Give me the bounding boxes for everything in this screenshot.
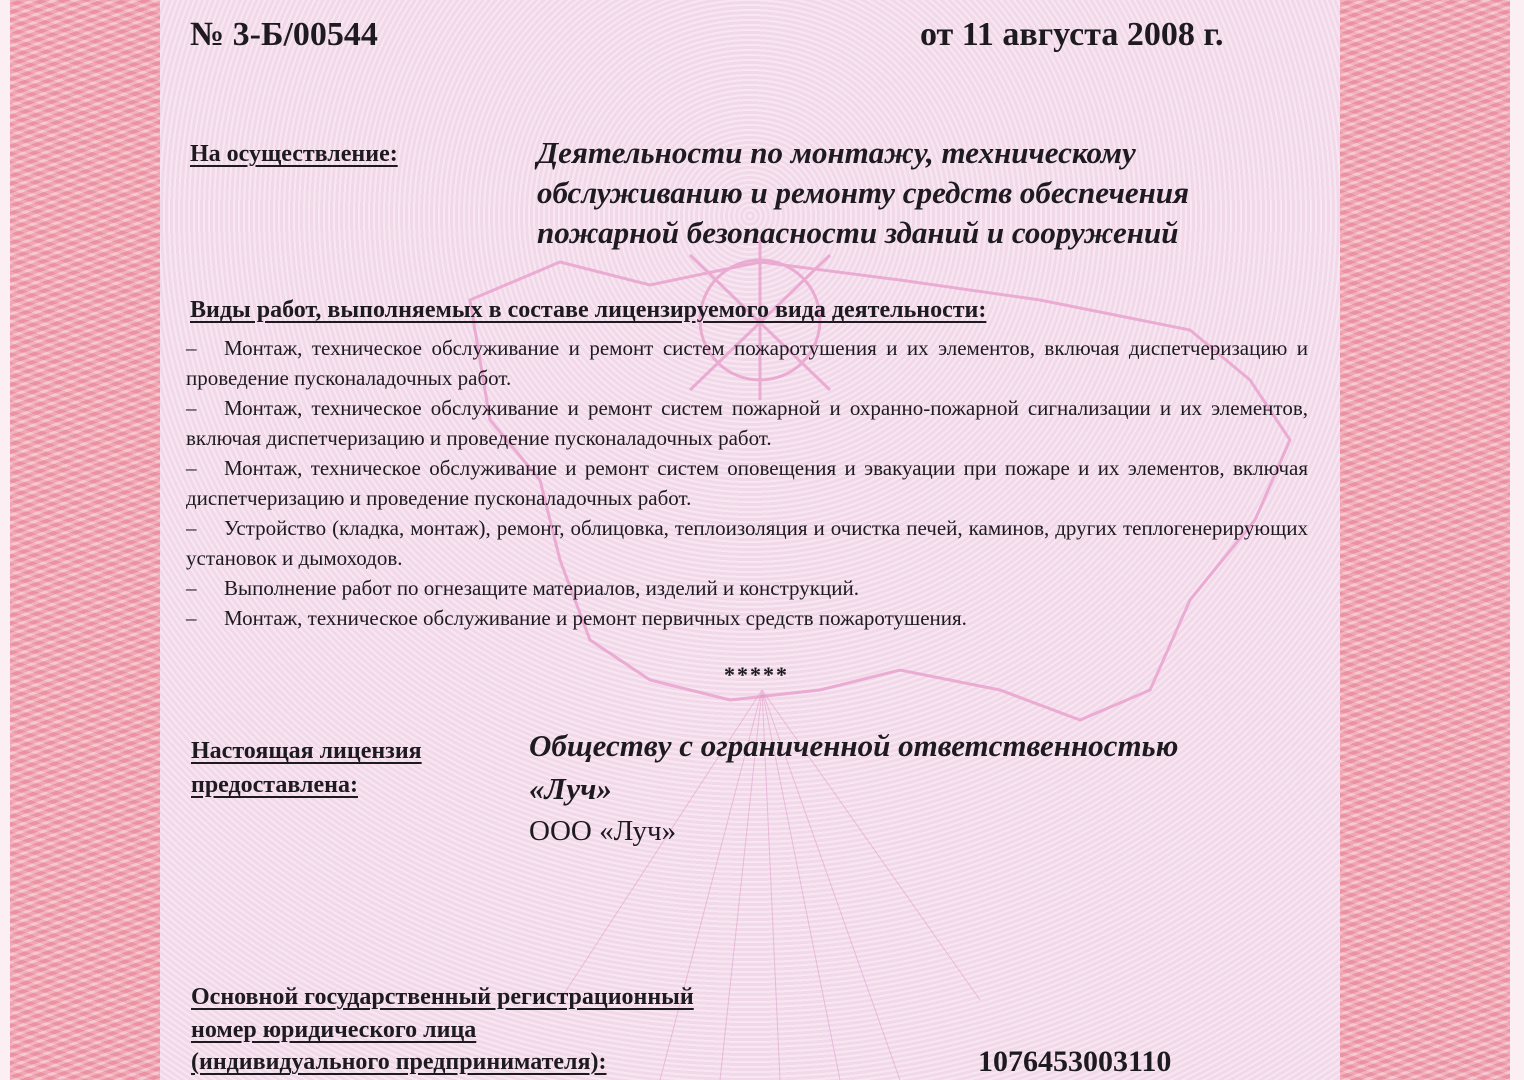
activity-line-3: пожарной безопасности зданий и сооружений: [537, 215, 1179, 250]
work-item-text: Монтаж, техническое обслуживание и ремонт систем оповещения и эвакуации при пожаре и их элементов, включая диспетчеризацию и проведение пусконаладочных работ.: [186, 456, 1308, 510]
activity-line-2: обслуживанию и ремонту средств обеспечения: [537, 175, 1190, 210]
work-item-text: Устройство (кладка, монтаж), ремонт, облицовка, теплоизоляция и очистка печей, каминов, других теплогенерирующих установок и дымоходов.: [186, 516, 1308, 570]
license-date: от 11 августа 2008 г.: [920, 16, 1224, 53]
activity-label: На осуществление:: [190, 141, 398, 167]
registration-number: 1076453003110: [978, 1045, 1172, 1078]
registration-label-line-2: номер юридического лица: [191, 1017, 477, 1043]
work-item-6: [186, 603, 1308, 633]
dash-marker: –: [186, 606, 197, 630]
work-item-text: Монтаж, техническое обслуживание и ремонт первичных средств пожаротушения.: [224, 606, 967, 630]
dash-marker: –: [186, 576, 197, 600]
works-title: Виды работ, выполняемых в составе лицензируемого вида деятельности:: [190, 297, 987, 323]
work-item-5: [186, 573, 1308, 603]
holder-short-name: ООО «Луч»: [529, 815, 677, 847]
registration-label-line-3: (индивидуального предпринимателя):: [191, 1049, 607, 1075]
license-number: № 3-Б/00544: [190, 16, 378, 53]
section-separator: *****: [724, 662, 789, 687]
work-item-text: Монтаж, техническое обслуживание и ремонт систем пожарной и охранно-пожарной сигнализации и их элементов, включая диспетчеризацию и проведение пусконаладочных работ.: [186, 396, 1308, 450]
work-item-4: [186, 513, 1308, 573]
work-item-text: Выполнение работ по огнезащите материалов, изделий и конструкций.: [224, 576, 859, 600]
works-list: [186, 333, 1308, 633]
dash-marker: –: [186, 396, 197, 420]
holder-name-line-2: «Луч»: [529, 771, 612, 806]
activity-line-1: Деятельности по монтажу, техническому: [537, 135, 1136, 170]
holder-label-line-1: Настоящая лицензия: [191, 738, 422, 764]
holder-name-line-1: Обществу с ограниченной ответственностью: [529, 728, 1179, 763]
work-item-1: [186, 333, 1308, 393]
work-item-text: Монтаж, техническое обслуживание и ремонт систем пожаротушения и их элементов, включая диспетчеризацию и проведение пусконаладочных работ.: [186, 336, 1308, 390]
dash-marker: –: [186, 516, 197, 540]
work-item-3: [186, 453, 1308, 513]
registration-label-line-1: Основной государственный регистрационный: [191, 984, 694, 1010]
work-item-2: [186, 393, 1308, 453]
dash-marker: –: [186, 456, 197, 480]
holder-label-line-2: предоставлена:: [191, 772, 358, 798]
dash-marker: –: [186, 336, 197, 360]
